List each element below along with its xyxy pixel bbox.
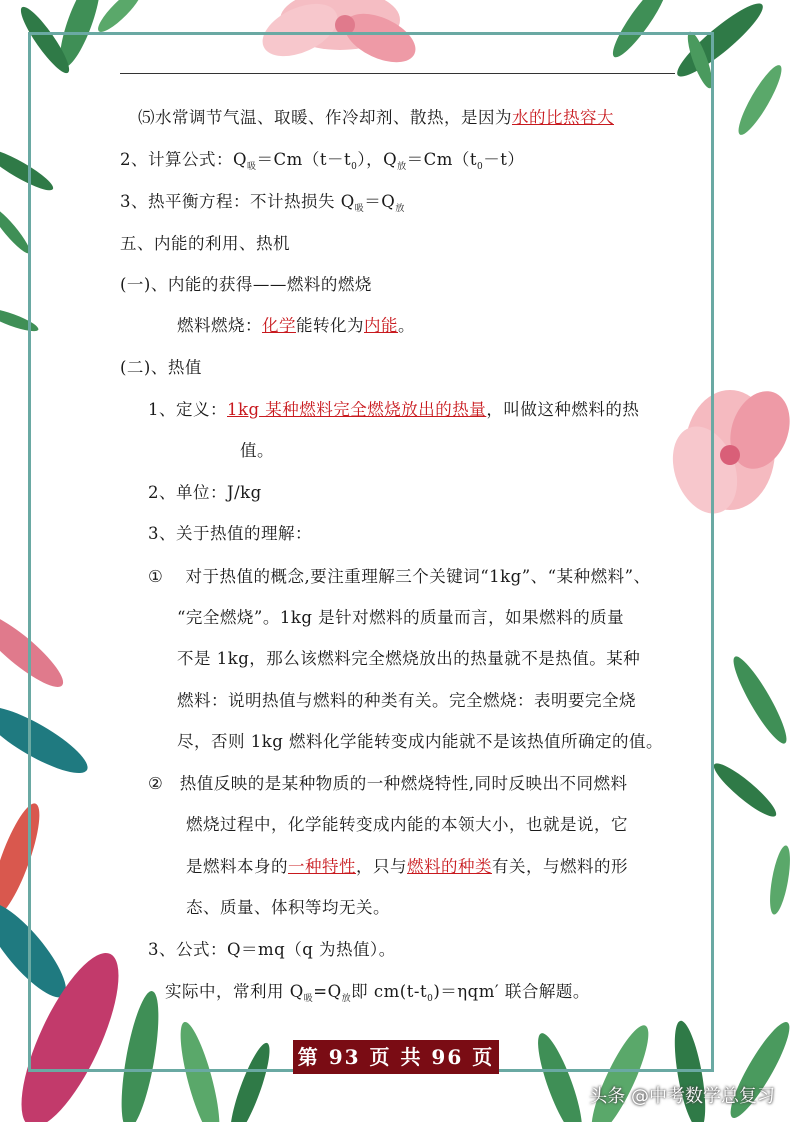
text: ＝Q — [364, 192, 396, 211]
text: 1、定义： — [148, 400, 227, 419]
page-number-badge: 第 93 页 共 96 页 — [293, 1040, 499, 1074]
text: 。 — [398, 316, 415, 335]
subscript: 吸 — [354, 204, 365, 214]
line-fuel-burning — [177, 314, 415, 338]
text: 能转化为 — [296, 316, 364, 335]
leaf-cluster-right — [709, 652, 793, 916]
text: 热值反映的是某种物质的一种燃烧特性,同时反映出不同燃料 — [179, 774, 628, 793]
point-2-line: 燃烧过程中，化学能转变成内能的本领大小，也就是说，它 — [186, 815, 628, 834]
highlight-text: 化学 — [262, 316, 296, 335]
circled-number: ② — [148, 774, 164, 793]
text: ＝Cm（t — [406, 150, 478, 169]
line-practical — [165, 980, 590, 1007]
highlight-text: 一种特性 — [288, 857, 356, 876]
point-1-line: 尽，否则 1kg 燃料化学能转变成内能就不是该热值所确定的值。 — [177, 732, 664, 751]
point-2-line: 态、质量、体积等均无关。 — [186, 898, 390, 917]
point-1-line: 不是 1kg，那么该燃料完全燃烧放出的热量就不是热值。某种 — [177, 649, 641, 668]
line-formula — [120, 148, 524, 175]
point-1-line: “完全燃烧”。1kg 是针对燃料的质量而言，如果燃料的质量 — [177, 608, 625, 627]
text: )＝ηqm′ 联合解题。 — [433, 982, 590, 1001]
subscript: 放 — [395, 204, 405, 214]
text: 3、热平衡方程：不计热损失 Q — [120, 192, 355, 211]
point-1 — [148, 565, 651, 589]
point-2 — [148, 772, 628, 796]
subsection-heading: (一)、内能的获得——燃料的燃烧 — [120, 275, 372, 294]
circled-number: ① — [148, 567, 164, 586]
text: 燃料燃烧： — [177, 316, 262, 335]
line-water-reason — [138, 106, 614, 130]
header-rule — [120, 73, 675, 74]
subscript: 0 — [427, 994, 434, 1004]
line-heat-balance — [120, 190, 405, 217]
line-definition-cont: 值。 — [240, 441, 274, 460]
text: 对于热值的概念,要注重理解三个关键词“1kg”、“某种燃料”、 — [185, 567, 651, 586]
text: 2、计算公式：Q — [120, 150, 248, 169]
subsection-heading: (二)、热值 — [120, 358, 202, 377]
watermark: 头条 @中考数学总复习 — [589, 1086, 775, 1107]
text: =Q — [313, 982, 342, 1001]
subscript: 放 — [341, 994, 352, 1004]
section-heading: 五、内能的利用、热机 — [120, 234, 290, 253]
text: ＝Cm（t－t — [256, 150, 352, 169]
text: 即 cm(t-t — [351, 982, 428, 1001]
text: 实际中，常利用 Q — [165, 982, 304, 1001]
subscript: 0 — [477, 162, 484, 172]
line-understanding: 3、关于热值的理解： — [148, 524, 312, 543]
line-formula-q: 3、公式：Q＝mq（q 为热值）。 — [148, 940, 396, 959]
text: －t） — [483, 150, 525, 169]
subscript: 吸 — [303, 994, 314, 1004]
text: 有关，与燃料的形 — [492, 857, 628, 876]
text: ，叫做这种燃料的热 — [486, 400, 640, 419]
subscript: 放 — [397, 162, 407, 172]
highlight-text: 水的比热容大 — [512, 108, 614, 127]
text: ⑸水常调节气温、取暖、作冷却剂、散热，是因为 — [138, 108, 512, 127]
point-2-line — [186, 855, 628, 879]
subscript: 0 — [351, 162, 358, 172]
line-definition — [148, 398, 639, 422]
highlight-text: 内能 — [364, 316, 398, 335]
highlight-text: 1kg 某种燃料完全燃烧放出的热量 — [227, 400, 487, 419]
point-1-line: 燃料：说明热值与燃料的种类有关。完全燃烧：表明要完全烧 — [177, 691, 636, 710]
subscript: 吸 — [247, 162, 257, 172]
text: 是燃料本身的 — [186, 857, 288, 876]
highlight-text: 燃料的种类 — [407, 857, 492, 876]
text: ，只与 — [356, 857, 407, 876]
text: ），Q — [357, 150, 398, 169]
line-unit: 2、单位：J/kg — [148, 483, 262, 502]
